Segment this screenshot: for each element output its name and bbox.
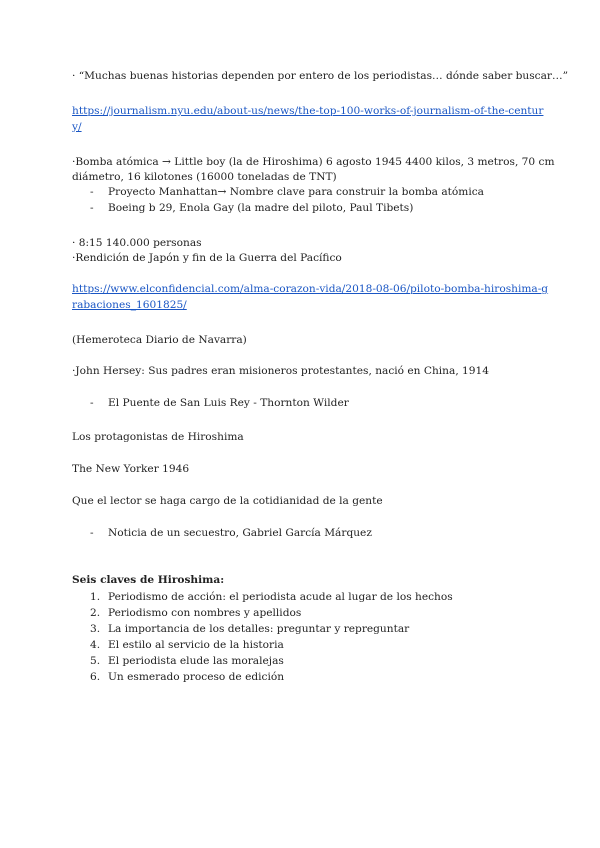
protagonists-line: Los protagonistas de Hiroshima — [72, 431, 244, 443]
source-note: (Hemeroteca Diario de Navarra) — [72, 334, 247, 346]
bomb-line1: ·Bomba atómica → Little boy (la de Hiroshima) 6 agosto 1945 4400 kilos, 3 metros, 70 cm — [72, 156, 555, 168]
key-item-6: Un esmerado proceso de edición — [108, 671, 285, 683]
reader-line: Que el lector se haga cargo de la cotidianidad de la gente — [72, 495, 383, 507]
key-item-1: Periodismo de acción: el periodista acude al lugar de los hechos — [108, 591, 453, 603]
nyu-link-line1[interactable]: https://journalism.nyu.edu/about-us/news/the-top-100-works-of-journalism-of-the-centur — [72, 105, 544, 117]
bomb-item-boeing: Boeing b 29, Enola Gay (la madre del piloto, Paul Tibets) — [108, 202, 414, 214]
hersey-line: ·John Hersey: Sus padres eran misioneros protestantes, nació en China, 1914 — [72, 365, 490, 377]
list-number: 6. — [90, 671, 101, 683]
list-number: 4. — [90, 639, 101, 651]
key-item-2: Periodismo con nombres y apellidos — [108, 607, 302, 619]
time-line: · 8:15 140.000 personas — [72, 237, 202, 249]
surrender-line: ·Rendición de Japón y fin de la Guerra del Pacífico — [72, 252, 342, 264]
nyu-link-line2[interactable]: y/ — [72, 121, 82, 133]
key-item-3: La importancia de los detalles: preguntar y repreguntar — [108, 623, 410, 635]
list-number: 1. — [90, 591, 101, 603]
list-dash: - — [90, 397, 94, 409]
list-dash: - — [90, 202, 94, 214]
list-number: 2. — [90, 607, 101, 619]
reader-item: Noticia de un secuestro, Gabriel García Márquez — [108, 527, 372, 539]
bomb-item-manhattan: Proyecto Manhattan→ Nombre clave para construir la bomba atómica — [108, 186, 484, 198]
elconfidencial-link-line1[interactable]: https://www.elconfidencial.com/alma-corazon-vida/2018-08-06/piloto-bomba-hiroshima-g — [72, 283, 549, 295]
hersey-item: El Puente de San Luis Rey - Thornton Wilder — [108, 397, 349, 409]
key-item-5: El periodista elude las moralejas — [108, 655, 284, 667]
keys-heading: Seis claves de Hiroshima: — [72, 574, 225, 586]
list-number: 5. — [90, 655, 101, 667]
elconfidencial-link-line2[interactable]: rabaciones_1601825/ — [72, 299, 187, 311]
quote-line: · “Muchas buenas historias dependen por entero de los periodistas… dónde saber buscar…” — [72, 70, 568, 82]
bomb-line2: diámetro, 16 kilotones (16000 toneladas de TNT) — [72, 171, 337, 183]
list-dash: - — [90, 186, 94, 198]
list-number: 3. — [90, 623, 101, 635]
newyorker-line: The New Yorker 1946 — [72, 463, 190, 475]
list-dash: - — [90, 527, 94, 539]
key-item-4: El estilo al servicio de la historia — [108, 639, 284, 651]
